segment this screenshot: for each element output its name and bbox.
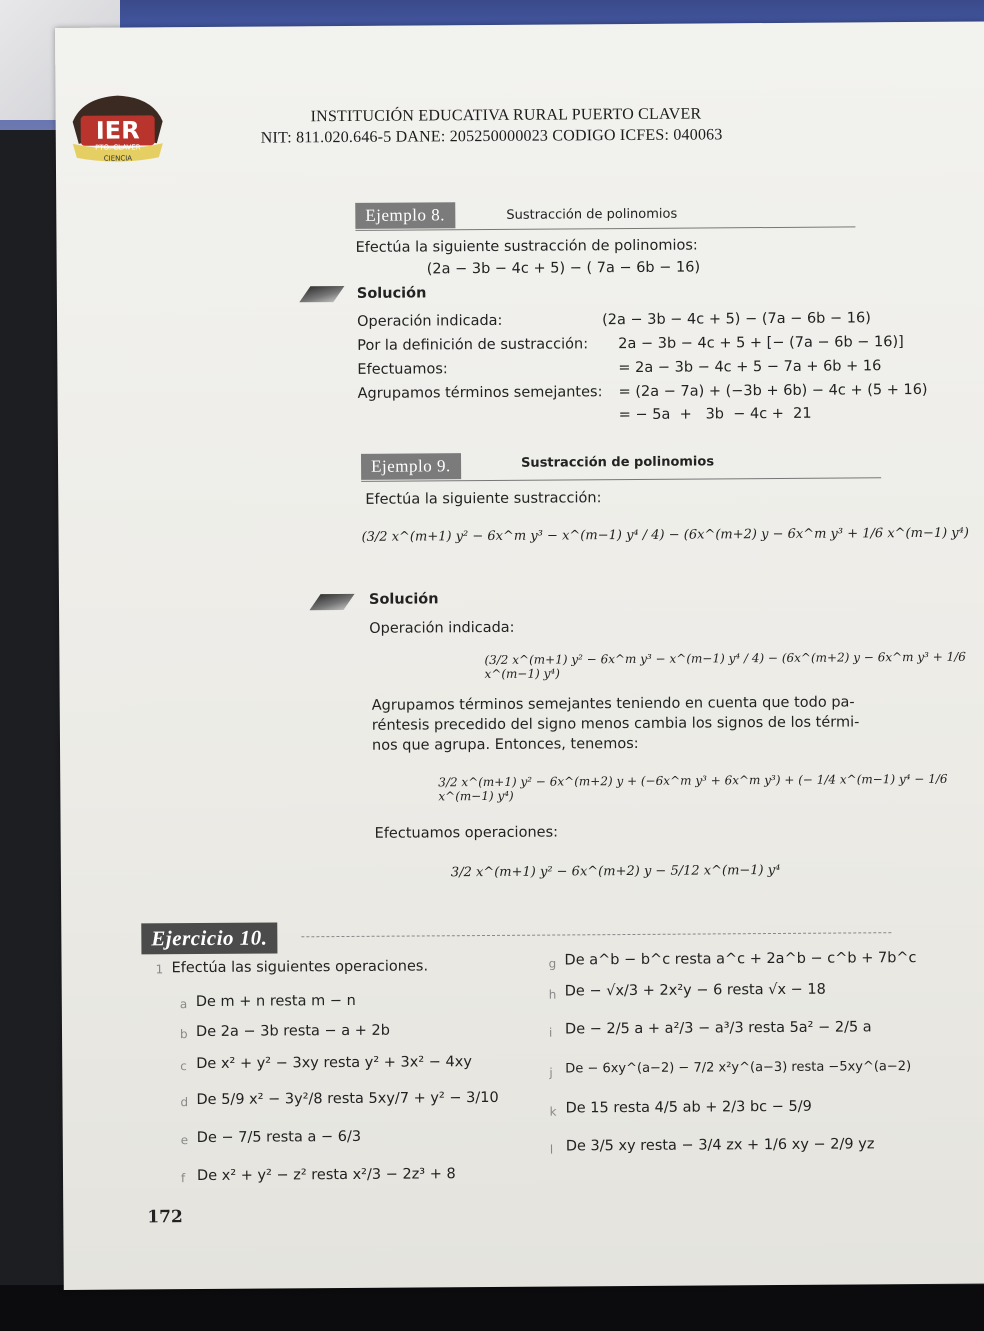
ejemplo-8-row-5-value: = − 5a + 3b − 4c + 21	[618, 405, 812, 424]
institution-codes: NIT: 811.020.646-5 DANE: 205250000023 CODIGO ICFES: 040063	[260, 126, 723, 147]
exercise-e-letter: e	[180, 1133, 189, 1148]
background-table-edge	[0, 1285, 984, 1331]
exercise-d-text: De 5/9 x² − 3y²/8 resta 5xy/7 + y² − 3/10	[196, 1089, 499, 1109]
ejemplo-8-row-3-value: = 2a − 3b − 4c + 5 − 7a + 6b + 16	[618, 358, 882, 377]
exercise-e-text: De − 7/5 resta a − 6/3	[196, 1128, 362, 1147]
ejemplo-8-row-3-label: Efectuamos:	[357, 361, 448, 378]
exercise-g-text: De a^b − b^c resta a^c + 2a^b − c^b + 7b^c	[564, 950, 917, 969]
ejemplo-8-row-1-label: Operación indicada:	[357, 312, 503, 330]
ejercicio-10-rule	[301, 932, 891, 937]
school-logo	[64, 91, 171, 166]
ejercicio-10-label: Ejercicio 10.	[141, 922, 277, 954]
exercise-a-text: De m + n resta m − n	[195, 992, 356, 1011]
solucion-pencil-icon	[309, 594, 354, 610]
exercise-l-text: De 3/5 xy resta − 3/4 zx + 1/6 xy − 2/9 yz	[565, 1136, 875, 1155]
exercise-k-letter: k	[549, 1104, 557, 1119]
ejemplo-9-solucion: Solución	[368, 591, 439, 608]
exercise-g-letter: g	[548, 956, 557, 971]
exercise-f-text: De x² + y² − z² resta x²/3 − 2z³ + 8	[196, 1166, 456, 1185]
exercise-b-text: De 2a − 3b resta − a + 2b	[195, 1022, 391, 1041]
exercise-h-letter: h	[548, 987, 557, 1002]
ejemplo-8-solucion: Solución	[356, 285, 427, 302]
worksheet-page	[55, 22, 984, 1290]
exercise-j-letter: j	[549, 1065, 553, 1080]
exercise-d-letter: d	[180, 1095, 189, 1110]
ejemplo-9-op-label: Operación indicada:	[369, 619, 515, 637]
ejemplo-9-paragraph-line-3: nos que agrupa. Entonces, tenemos:	[371, 735, 639, 754]
ejemplo-8-expression: (2a − 3b − 4c + 5) − ( 7a − 6b − 16)	[426, 259, 701, 278]
exercise-i-text: De − 2/5 a + a²/3 − a³/3 resta 5a² − 2/5 a	[564, 1019, 872, 1038]
ejercicio-10-item-number: 1	[155, 962, 164, 977]
logo-text: IER	[95, 116, 140, 145]
ejemplo-9-paragraph-line-2: réntesis precedido del signo menos cambia los signos de los térmi-	[371, 714, 860, 734]
ejemplo-8-row-1-value: (2a − 3b − 4c + 5) − (7a − 6b − 16)	[601, 310, 871, 329]
solucion-pencil-icon	[299, 286, 344, 302]
ejemplo-9-paragraph-line-1: Agrupamos términos semejantes teniendo en cuenta que todo pa-	[371, 694, 855, 714]
ejercicio-10-instruction: Efectúa las siguientes operaciones.	[171, 958, 429, 977]
logo-subtext: PTO. CLAVER	[95, 143, 141, 152]
ejemplo-9-effect-label: Efectuamos operaciones:	[374, 824, 559, 842]
exercise-k-text: De 15 resta 4/5 ab + 2/3 bc − 5/9	[565, 1098, 812, 1117]
exercise-l-letter: l	[549, 1142, 554, 1157]
ejemplo-8-row-4-label: Agrupamos términos semejantes:	[357, 384, 603, 402]
institution-name: INSTITUCIÓN EDUCATIVA RURAL PUERTO CLAVER	[310, 105, 702, 126]
ejemplo-8-row-4-value: = (2a − 7a) + (−3b + 6b) − 4c + (5 + 16)	[618, 381, 928, 401]
ejemplo-9-title: Sustracción de polinomios	[520, 454, 715, 471]
ejemplo-8-instruction: Efectúa la siguiente sustracción de polinomios:	[355, 237, 698, 256]
exercise-b-letter: b	[179, 1027, 188, 1042]
exercise-a-letter: a	[179, 997, 188, 1012]
ejemplo-9-grouped-expression: 3/2 x^(m+1) y² − 6x^(m+2) y + (−6x^m y³ + 6x^m y³) + (− 1/4 x^(m−1) y⁴ − 1/6 x^(m−1) y⁴)	[438, 771, 948, 804]
ejemplo-8-title: Sustracción de polinomios	[506, 206, 678, 223]
exercise-c-letter: c	[180, 1059, 187, 1074]
logo-ribbon-text: CIENCIA	[103, 154, 133, 163]
exercise-f-letter: f	[180, 1171, 186, 1186]
ejemplo-8-row-2-label: Por la definición de sustracción:	[357, 336, 589, 354]
exercise-c-text: De x² + y² − 3xy resta y² + 3x² − 4xy	[196, 1054, 472, 1073]
page-number: 172	[147, 1207, 183, 1228]
ejemplo-9-op-expression: (3/2 x^(m+1) y² − 6x^m y³ − x^(m−1) y⁴ / 4) − (6x^(m+2) y − 6x^m y³ + 1/6 x^(m−1) y⁴)	[484, 649, 966, 682]
ejemplo-9-label: Ejemplo 9.	[361, 453, 461, 480]
ejemplo-9-result: 3/2 x^(m+1) y² − 6x^(m+2) y − 5/12 x^(m−1) y⁴	[450, 862, 781, 881]
exercise-h-text: De − √x/3 + 2x²y − 6 resta √x − 18	[564, 981, 826, 1000]
ejemplo-8-row-2-value: 2a − 3b − 4c + 5 + [− (7a − 6b − 16)]	[618, 334, 904, 353]
ejemplo-9-expression: (3/2 x^(m+1) y² − 6x^m y³ − x^(m−1) y⁴ / 4) − (6x^(m+2) y − 6x^m y³ + 1/6 x^(m−1) y⁴)	[361, 525, 969, 545]
ejemplo-9-instruction: Efectúa la siguiente sustracción:	[365, 490, 602, 508]
exercise-i-letter: i	[548, 1025, 553, 1040]
exercise-j-text: De − 6xy^(a−2) − 7/2 x²y^(a−3) resta −5xy^(a−2)	[565, 1059, 912, 1077]
ejemplo-8-label: Ejemplo 8.	[355, 202, 455, 229]
